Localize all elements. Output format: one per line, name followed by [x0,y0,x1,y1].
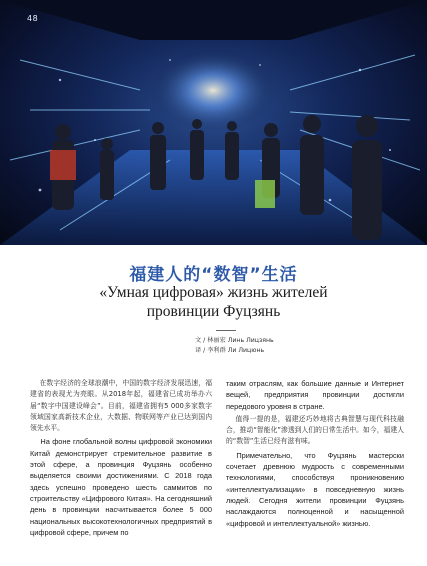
left-paragraph-russian: На фоне глобальной волны цифровой экономики Китай демонстрирует стремительное развитие в этой сфере, а провинция Фуцзянь особенно выделяется своими достижениями. С 2018 года здесь успешно проведено шесть саммитов по строительству «Цифрового Китая». На сегодняшний день в провинции насчитывается более 5 000 национальных высокотехнологичных предприятий в цифровой сфере, причем по [30,437,212,537]
hero-photo [0,0,427,245]
title-russian [0,283,427,321]
title-chinese: 福建人的“数智”生活 [129,265,298,285]
page-number: 48 [27,14,39,23]
left-column [30,378,212,540]
right-paragraph-chinese: 值得一提的是，福建还巧妙地将古典智慧与现代科技融合，推动“智能化”渗透到人们的日常生活中。如今，福建人的“数智”生活已经有滋有味。 [226,414,404,446]
right-column [226,378,404,531]
credit-divider [216,330,236,331]
title-russian-line-2: провинции Фуцзянь [146,303,281,320]
right-paragraph-russian-2: Примечательно, что Фуцзянь мастерски сочетает древнюю мудрость с современными технологиями, способствуя проникновению «интеллектуализации» в повседневную жизнь людей. Сегодня жители провинции Фуцзянь наслаждаются полноценной и насыщенной «цифровой и интеллектуальной» жизнью. [226,450,404,528]
digital-tunnel-photo [0,0,427,245]
right-paragraph-russian-1: таким отраслям, как большие данные и Интернет вещей, предприятия провинции достигли передового уровня в стране. [226,379,404,411]
left-paragraph-chinese: 在数字经济的全球浪潮中，中国的数字经济发展迅速，福建省的表现尤为亮眼。从2018年起，福建省已成功举办六届“数字中国建设峰会”。目前，福建省拥有5 000多家数字领域国家高新技术企业，大数据、物联网等产业已达到国内领先水平。 [30,379,212,433]
translator-credit: 译 / 李利群 Ли Лицюнь [195,347,265,354]
author-credit: 文 / 林丽宏 Линь Лицзянь [195,337,274,344]
title-russian-line-1: «Умная цифровая» жизнь жителей [99,284,328,301]
